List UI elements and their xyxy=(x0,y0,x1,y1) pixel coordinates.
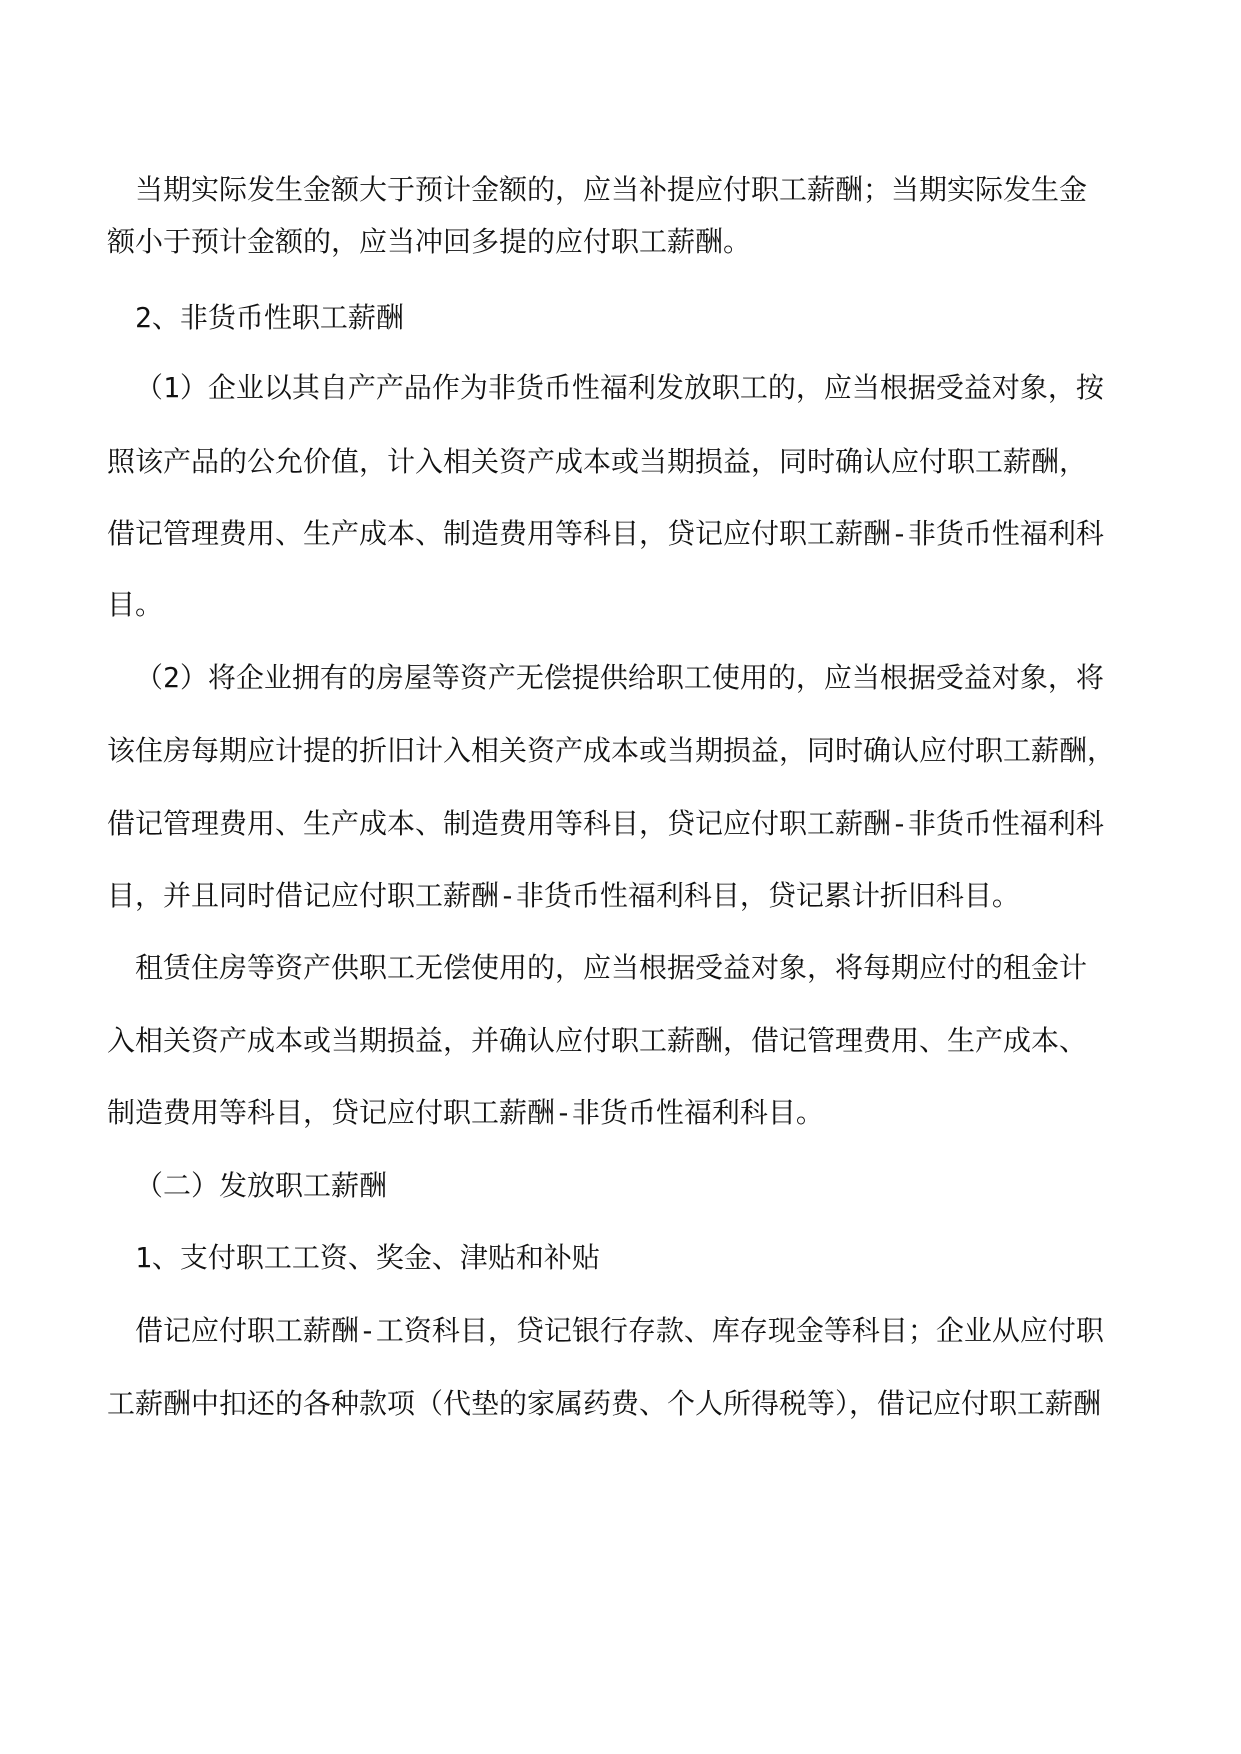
paragraph-line: 借记管理费用、生产成本、制造费用等科目，贷记应付职工薪酬-非货币性福利科 xyxy=(107,807,1104,840)
paragraph-line: 借记应付职工薪酬-工资科目，贷记银行存款、库存现金等科目；企业从应付职 xyxy=(135,1314,1104,1347)
paragraph-line: 目。 xyxy=(107,588,164,621)
paragraph-line: 借记管理费用、生产成本、制造费用等科目，贷记应付职工薪酬-非货币性福利科 xyxy=(107,517,1104,550)
section-heading: （二）发放职工薪酬 xyxy=(135,1169,388,1202)
paragraph-line: 制造费用等科目，贷记应付职工薪酬-非货币性福利科目。 xyxy=(107,1096,824,1129)
paragraph-line: 照该产品的公允价值，计入相关资产成本或当期损益，同时确认应付职工薪酬， xyxy=(107,445,1088,478)
paragraph-line: 当期实际发生金额大于预计金额的，应当补提应付职工薪酬；当期实际发生金 xyxy=(135,173,1088,206)
section-heading: 2、非货币性职工薪酬 xyxy=(135,301,404,334)
section-heading: 1、支付职工工资、奖金、津贴和补贴 xyxy=(135,1241,600,1274)
paragraph-line: 额小于预计金额的，应当冲回多提的应付职工薪酬。 xyxy=(107,225,752,258)
paragraph-line: （2）将企业拥有的房屋等资产无偿提供给职工使用的，应当根据受益对象，将 xyxy=(135,661,1104,694)
paragraph-line: 工薪酬中扣还的各种款项（代垫的家属药费、个人所得税等），借记应付职工薪酬 xyxy=(107,1387,1102,1420)
paragraph-line: 租赁住房等资产供职工无偿使用的，应当根据受益对象，将每期应付的租金计 xyxy=(135,951,1088,984)
paragraph-line: 入相关资产成本或当期损益，并确认应付职工薪酬，借记管理费用、生产成本、 xyxy=(107,1024,1088,1057)
paragraph-line: （1）企业以其自产产品作为非货币性福利发放职工的，应当根据受益对象，按 xyxy=(135,371,1104,404)
paragraph-line: 目，并且同时借记应付职工薪酬-非货币性福利科目，贷记累计折旧科目。 xyxy=(107,879,1020,912)
paragraph-line: 该住房每期应计提的折旧计入相关资产成本或当期损益，同时确认应付职工薪酬， xyxy=(107,734,1116,767)
